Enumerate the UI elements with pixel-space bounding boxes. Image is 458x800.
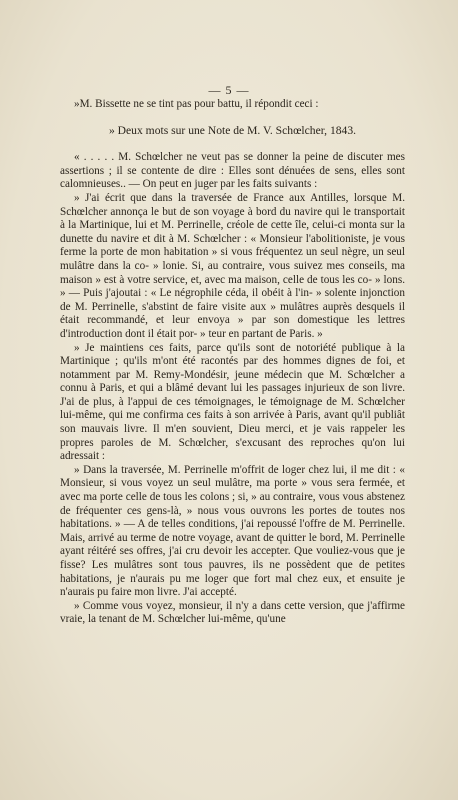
body-text [60, 96, 405, 627]
quoted-note-title: » Deux mots sur une Note de M. V. Schœlcher, 1843. [108, 123, 357, 137]
paragraph: « . . . . . M. Schœlcher ne veut pas se donner la peine de discuter mes assertions ; il se contente de dire : Elles sont dénuées de sens, elles sont calomnieuses.. — On peut en juger par les faits suivants : [60, 151, 405, 191]
page-number: — 5 — [208, 83, 250, 97]
paragraph: » Je maintiens ces faits, parce qu'ils sont de notoriété publique à la Martinique ; qu'ils m'ont été racontés par des hommes dignes de foi, et notamment par M. Remy-Mondésir, jeune médecin que M. Schœlcher a connu à Paris, et qui a blâmé devant lui les passages injurieux de son livre. J'ai de plus, à l'appui de ces témoignages, le témoignage de M. Schœlcher lui-même, qui me confirma ces faits à son arrivée à Paris, avant qu'il publiât son mauvais livre. Il m'en souvient, Dieu merci, et je vais rappeler les propres paroles de M. Schœlcher, s'excusant des reproches qu'on lui adressait : [60, 341, 405, 463]
paragraph: » J'ai écrit que dans la traversée de France aux Antilles, lorsque M. Schœlcher annonça le but de son voyage à bord du navire qui le transportait à la Martinique, lui et M. Perrinelle, créole de cette île, celui-ci monta sur la dunette du navire et dit à M. Schœlcher : « Monsieur l'abolitioniste, je vous ferme la porte de mon habitation » si vous fréquentez un seul nègre, un seul mulâtre dans la co- » lonie. Si, au contraire, vous suivez mes conseils, ma maison » est à votre service, et, avec ma maison, celle de tous les co- » lons. » — Puis j'ajoutai : « Le négrophile céda, il obéit à l'in- » solente injonction de M. Perrinelle, s'abstint de faire visite aux » mulâtres auprès desquels il était recommandé, et leur envoya » par son domestique les lettres d'introduction dont il était por- » teur en partant de Paris. » [60, 191, 405, 340]
paragraph-intro: »M. Bissette ne se tint pas pour battu, il répondit ceci : [74, 98, 319, 110]
paragraph: » Comme vous voyez, monsieur, il n'y a dans cette version, que j'affirme vraie, la tenant de M. Schœlcher lui-même, qu'une [60, 599, 405, 626]
paragraph: » Dans la traversée, M. Perrinelle m'offrit de loger chez lui, il me dit : « Monsieur, si vous voyez un seul mulâtre, ma porte » vous sera fermée, et avec ma porte celle de tous les colons ; si, » au contraire, vous vous abstenez de fréquenter ces gens-là, » nous vous ouvrons les portes de toutes nos habitations. » — A de telles conditions, j'ai repoussé l'offre de M. Perrinelle. Mais, arrivé au terme de notre voyage, avant de quitter le bord, M. Perrinelle ayant réitéré ses offres, j'ai cru devoir les accepter. Que vouliez-vous que je fisse? Les mulâtres sont tous pauvres, ils ne possèdent que de petites habitations, je n'aurais pu me loger que fort mal chez eux, et ensuite je n'aurais pu faire mon livre. J'ai accepté. [60, 463, 405, 599]
